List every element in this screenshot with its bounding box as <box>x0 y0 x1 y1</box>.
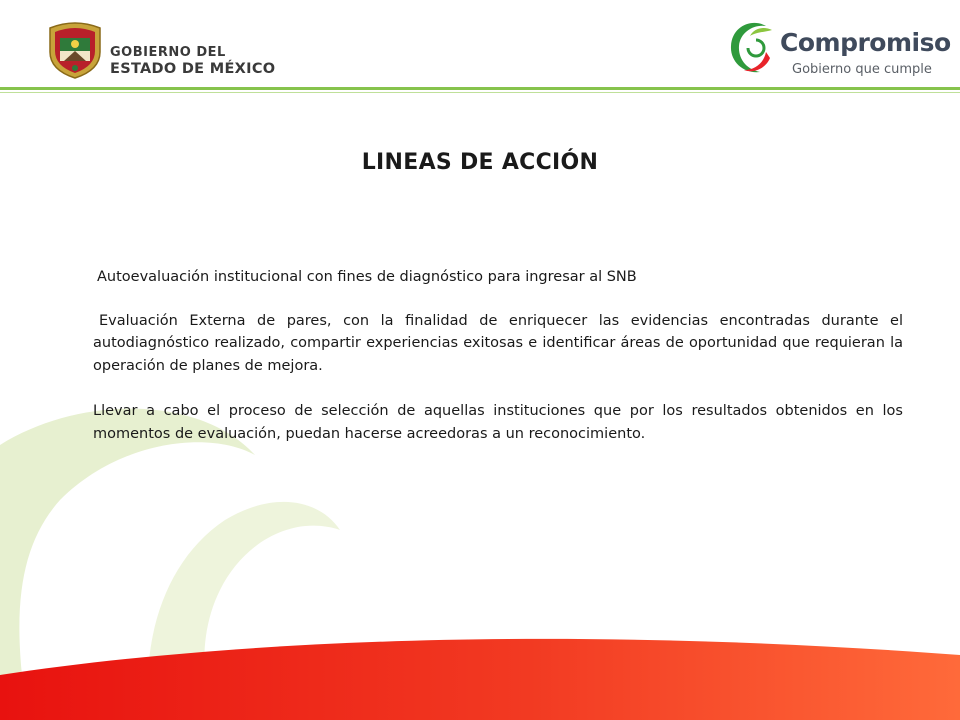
slide-content <box>93 266 903 445</box>
header <box>0 0 960 96</box>
state-coat-of-arms-icon <box>44 18 106 80</box>
government-name-line1: GOBIERNO DEL <box>110 45 226 60</box>
slide-title: LINEAS DE ACCIÓN <box>361 150 599 175</box>
brand-name: Compromiso <box>780 28 951 57</box>
paragraph-self-assessment: Autoevaluación institucional con fines de diagnóstico para ingresar al SNB <box>97 269 637 285</box>
header-divider <box>0 87 960 90</box>
header-divider-thin <box>0 92 960 93</box>
red-swoosh <box>0 639 960 720</box>
government-name <box>110 44 275 78</box>
government-name-line2: ESTADO DE MÉXICO <box>110 61 276 77</box>
paragraph-external-evaluation: Evaluación Externa de pares, con la finalidad de enriquecer las evidencias encontradas durante el autodiagnóstico realizado, compartir experiencias exitosas e identificar áreas de oportunidad que requieran la operación de planes de mejora. <box>93 312 903 374</box>
compromiso-logo-icon <box>726 18 782 76</box>
paragraph-selection-process: Llevar a cabo el proceso de selección de aquellas instituciones que por los resultados obtenidos en los momentos de evaluación, puedan hacerse acreedoras a un reconocimiento. <box>93 403 903 442</box>
brand-tagline: Gobierno que cumple <box>792 62 932 77</box>
